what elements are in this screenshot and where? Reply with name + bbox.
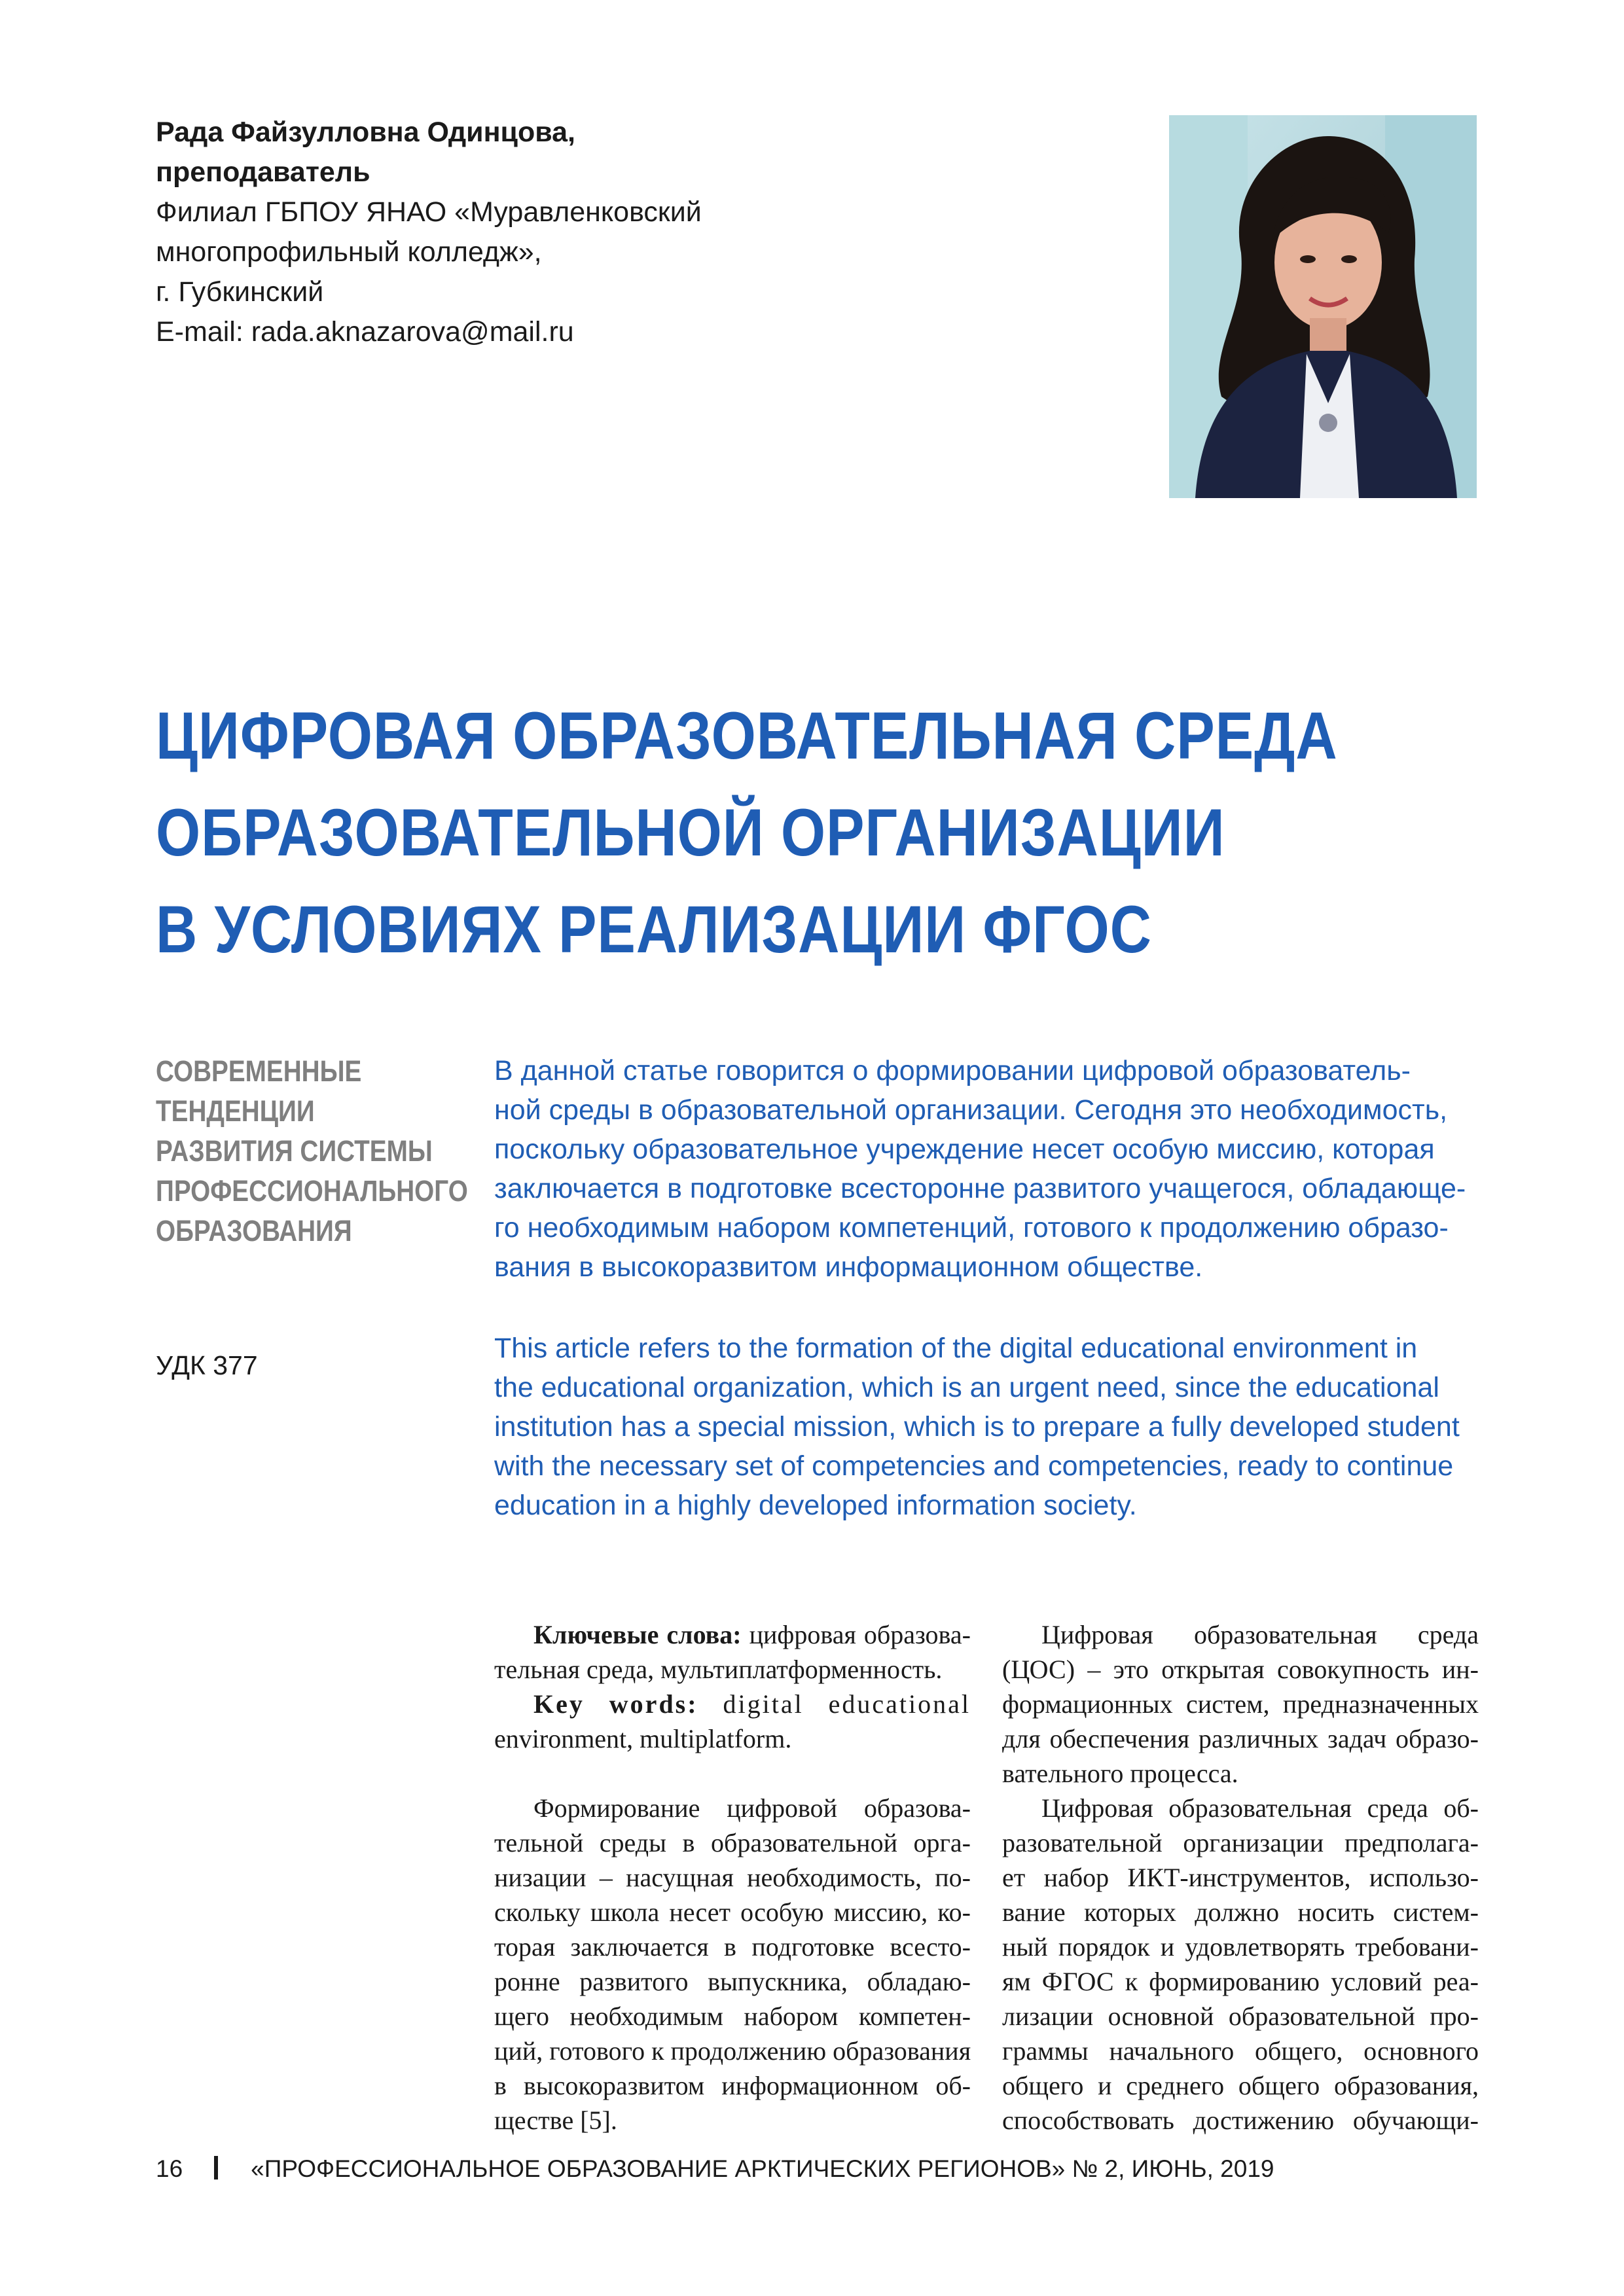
section-rubric	[156, 1051, 471, 1251]
article-title-line: ОБРАЗОВАТЕЛЬНОЙ ОРГАНИЗАЦИИ	[156, 795, 1225, 870]
rubric-line: ТЕНДЕНЦИИ	[156, 1094, 315, 1128]
udk-code: УДК 377	[156, 1350, 258, 1380]
keywords-ru-text: цифровая образова-	[741, 1620, 971, 1649]
author-position: преподаватель	[156, 156, 370, 188]
keywords-en-line: environment, multiplatform.	[494, 1724, 792, 1753]
paragraph-gap	[494, 1756, 971, 1791]
rubric-line: ПРОФЕССИОНАЛЬНОГО	[156, 1174, 468, 1208]
page-footer	[156, 2155, 1274, 2183]
paragraph-line: тельной среды в образовательной орга-	[494, 1828, 971, 1857]
author-photo-image	[1169, 115, 1477, 498]
author-photo	[1169, 115, 1477, 498]
article-title-line: ЦИФРОВАЯ ОБРАЗОВАТЕЛЬНАЯ СРЕДА	[156, 698, 1338, 773]
paragraph-line: общего и среднего общего образования,	[1002, 2071, 1479, 2100]
abstract-line: вания в высокоразвитом информационном обществе.	[494, 1251, 1203, 1283]
rubric-line: ОБРАЗОВАНИЯ	[156, 1214, 352, 1247]
paragraph-line: ций, готового к продолжению образования	[494, 2036, 971, 2066]
abstract-line: with the necessary set of competencies and competencies, ready to continue	[494, 1450, 1454, 1482]
paragraph-line: Цифровая образовательная среда	[1041, 1620, 1479, 1649]
body-column-left	[494, 1617, 971, 2138]
journal-name: «ПРОФЕССИОНАЛЬНОЕ ОБРАЗОВАНИЕ АРКТИЧЕСКИХ РЕГИОНОВ» № 2, ИЮНЬ, 2019	[251, 2155, 1274, 2182]
footer-separator	[214, 2156, 218, 2179]
abstract-russian	[494, 1051, 1489, 1287]
paragraph-line: Формирование цифровой образова-	[533, 1793, 971, 1823]
paragraph-line: скольку школа несет особую миссию, ко-	[494, 1897, 971, 1927]
body-column-right	[1002, 1617, 1479, 2138]
keywords-en-line	[494, 1687, 971, 1721]
article-title-line: В УСЛОВИЯХ РЕАЛИЗАЦИИ ФГОС	[156, 892, 1152, 967]
keywords-ru-line: тельная среда, мультиплатформенность.	[494, 1655, 943, 1684]
abstract-line: education in a highly developed information society.	[494, 1490, 1137, 1521]
abstract-line: the educational organization, which is an urgent need, since the educational	[494, 1372, 1439, 1403]
paragraph-line: ронне развитого выпускника, обладаю-	[494, 1967, 971, 1996]
abstract-line: This article refers to the formation of the digital educational environment in	[494, 1333, 1418, 1364]
abstract-line: ной среды в образовательной организации. Сегодня это необходимость,	[494, 1094, 1448, 1126]
paragraph-line: (ЦОС) – это открытая совокупность ин-	[1002, 1655, 1479, 1684]
abstract-line: поскольку образовательное учреждение несет особую миссию, которая	[494, 1134, 1435, 1165]
author-affiliation-line: многопрофильный колледж»,	[156, 236, 542, 268]
author-email: E-mail: rada.aknazarova@mail.ru	[156, 316, 574, 348]
paragraph-line: низации – насущная необходимость, по-	[494, 1863, 971, 1892]
paragraph-line: ществе [5].	[494, 2106, 617, 2135]
paragraph-line: ет набор ИКТ-инструментов, использо-	[1002, 1863, 1479, 1892]
paragraph-line: ям ФГОС к формированию условий реа-	[1002, 1967, 1479, 1996]
paragraph-line: торая заключается в подготовке всесто-	[494, 1932, 971, 1962]
paragraph-line: щего необходимым набором компетен-	[494, 2001, 971, 2031]
paragraph-line: способствовать достижению обучающи-	[1002, 2106, 1479, 2135]
paragraph-line: формационных систем, предназначенных	[1002, 1689, 1479, 1719]
paragraph-line: для обеспечения различных задач образо-	[1002, 1724, 1479, 1753]
paragraph-line: Цифровая образовательная среда об-	[1041, 1793, 1479, 1823]
paragraph-line: ный порядок и удовлетворять требовани-	[1002, 1932, 1479, 1962]
paragraph-line: вание которых должно носить систем-	[1002, 1897, 1479, 1927]
author-block	[156, 113, 1138, 352]
keywords-ru-line	[494, 1617, 971, 1652]
page-number: 16	[156, 2155, 183, 2182]
author-affiliation-line: Филиал ГБПОУ ЯНАО «Муравленковский	[156, 196, 702, 228]
abstract-line: institution has a special mission, which is to prepare a fully developed student	[494, 1411, 1460, 1443]
keywords-en-text: digital educational	[698, 1689, 971, 1719]
paragraph-line: вательного процесса.	[1002, 1759, 1238, 1788]
abstract-line: В данной статье говорится о формировании цифровой образователь-	[494, 1055, 1411, 1086]
paragraph-line: лизации основной образовательной про-	[1002, 2001, 1479, 2031]
keywords-en-label: Key words:	[533, 1689, 698, 1719]
rubric-line: РАЗВИТИЯ СИСТЕМЫ	[156, 1134, 433, 1168]
keywords-ru-label: Ключевые слова:	[533, 1620, 742, 1649]
author-affiliation-line: г. Губкинский	[156, 276, 324, 308]
paragraph-line: граммы начального общего, основного	[1002, 2036, 1479, 2066]
abstract-line: заключается в подготовке всесторонне развитого учащегося, обладающе-	[494, 1173, 1466, 1204]
abstract-line: го необходимым набором компетенций, готового к продолжению образо-	[494, 1212, 1449, 1244]
paragraph-line: в высокоразвитом информационном об-	[494, 2071, 971, 2100]
abstract-english	[494, 1329, 1489, 1525]
article-title	[156, 687, 1451, 978]
author-name: Рада Файзулловна Одинцова,	[156, 117, 575, 148]
rubric-line: СОВРЕМЕННЫЕ	[156, 1054, 362, 1088]
paragraph-line: разовательной организации предполага-	[1002, 1828, 1479, 1857]
